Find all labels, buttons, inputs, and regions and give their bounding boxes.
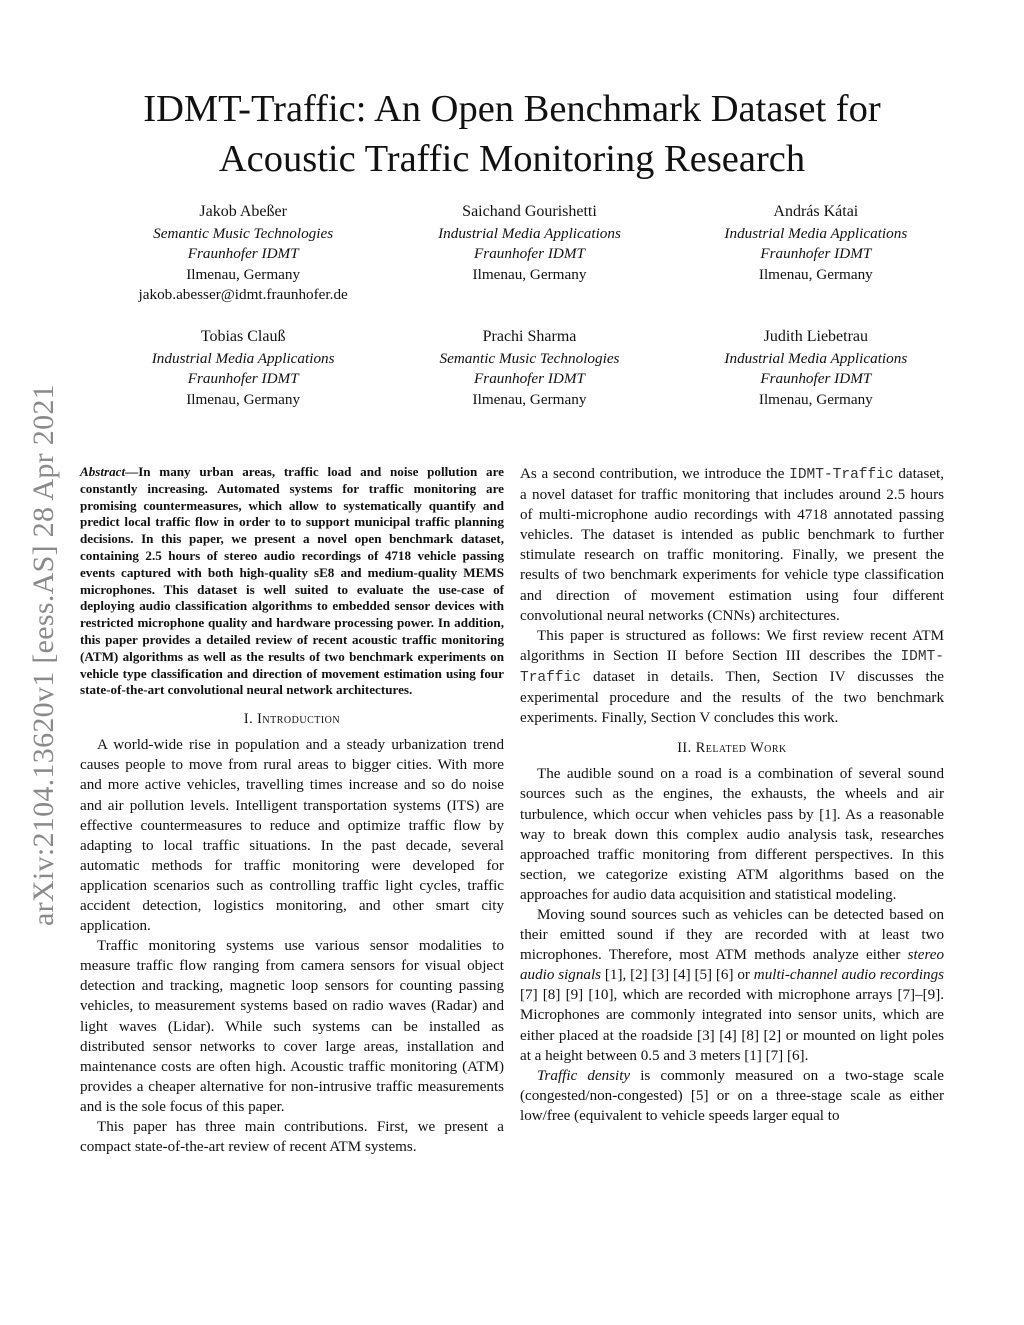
text-span: This paper is structured as follows: We first review recent ATM algorithms in Section II before Section III describes the xyxy=(520,627,944,664)
title-line-1: IDMT-Traffic: An Open Benchmark Dataset for xyxy=(143,88,881,130)
author-org: Fraunhofer IDMT xyxy=(187,370,299,388)
related-paragraph-1: The audible sound on a road is a combination of several sound sources such as the engines, the exhausts, the wheels and air turbulence, which occur when vehicles pass by [1]. As a reasonable way to break down this complex audio analysis task, researches approached traffic monitoring from different perspectives. In this section, we categorize existing ATM algorithms based on the approaches for audio data acquisition and statistical modeling. xyxy=(520,766,944,903)
abstract-text: —In many urban areas, traffic load and noise pollution are constantly increasing. Automated systems for traffic monitoring are promising countermeasures, which allow to systematically quantify and predict local traffic flow in order to to support municipal traffic planning decisions. In this paper, we present a novel open benchmark dataset, containing 2.5 hours of stereo audio recordings of 4718 vehicle passing events captured with both high-quality sE8 and medium-quality MEMS microphones. This dataset is well suited to evaluate the use-case of deploying audio classification algorithms to embedded sensor devices with restricted microphone quality and hardware processing power. In addition, this paper provides a detailed review of recent acoustic traffic monitoring (ATM) algorithms as well as the results of two benchmark experiments on vehicle type classification and direction of movement estimation using four state-of-the-art convolutional neural network architectures. xyxy=(80,464,504,698)
structure-paragraph xyxy=(520,626,944,728)
emphasis: stereo audio signals xyxy=(520,947,944,984)
text-span: [7] [8] [9] [10], which are recorded with microphone arrays [7]–[9]. Microphones are commonly integrated into sensor units, which are either placed at the roadside [3] [4] [8] [2] or mounted on light poles at a height between 0.5 and 3 meters [1] [7] [6]. xyxy=(520,987,944,1064)
intro-paragraph-3: This paper has three main contributions. First, we present a compact state-of-the-art review of recent ATM systems. xyxy=(80,1119,504,1156)
abstract xyxy=(80,464,504,699)
text-span: [1], [2] [3] [4] [5] [6] or xyxy=(601,967,754,984)
text-span: dataset, a novel dataset for traffic monitoring that includes around 2.5 hours of multi-microphone audio recordings with 4718 annotated passing vehicles. The dataset is intended as public benchmark to further stimulate research on traffic monitoring. Finally, we present the results of two benchmark experiments for vehicle type classification and direction of movement estimation using four different convolutional neural networks (CNNs) architectures. xyxy=(520,466,944,624)
author-location: Ilmenau, Germany xyxy=(758,265,873,283)
author-name: Saichand Gourishetti xyxy=(462,203,597,220)
author-org: Fraunhofer IDMT xyxy=(760,370,872,388)
section-title-introduction: I. Introduction xyxy=(243,711,341,728)
author-name: Jakob Abeßer xyxy=(199,203,287,220)
author-block xyxy=(100,202,386,306)
author-dept: Semantic Music Technologies xyxy=(153,224,334,242)
contribution-paragraph xyxy=(520,464,944,626)
related-paragraph-2 xyxy=(520,905,944,1066)
dataset-name: IDMT-Traffic xyxy=(520,648,944,686)
text-span: As a second contribution, we introduce the xyxy=(520,466,790,482)
left-column xyxy=(80,464,504,1157)
author-location: Ilmenau, Germany xyxy=(472,390,587,408)
intro-paragraph-1: A world-wide rise in population and a steady urbanization trend causes people to move from rural areas to bigger cities. With more and more active vehicles, travelling times increase and so do noise and air pollution levels. Intelligent transportation systems (ITS) are effective countermeasures to reduce and optimize traffic flow by adapting to local traffic situations. In the past decade, several automatic methods for traffic monitoring were developed for application scenarios such as controlling traffic light cycles, traffic accident detection, logistics monitoring, and other smart city application. xyxy=(80,737,504,935)
author-block xyxy=(673,202,959,306)
author-row-2 xyxy=(100,327,959,410)
author-location: Ilmenau, Germany xyxy=(758,390,873,408)
author-org: Fraunhofer IDMT xyxy=(187,245,299,263)
related-paragraph-3 xyxy=(520,1066,944,1126)
arxiv-identifier: arXiv:2104.13620v1 [eess.AS] 28 Apr 2021 xyxy=(27,384,60,926)
author-org: Fraunhofer IDMT xyxy=(474,370,585,388)
section-title-related-work: II. Related Work xyxy=(677,740,787,757)
author-name: Judith Liebetrau xyxy=(763,328,869,345)
author-row-1 xyxy=(100,202,959,306)
text-span: is commonly measured on a two-stage scale (congested/non-congested) [5] or on a three-stage scale as either low/free (equivalent to vehicle speeds larger equal to xyxy=(520,1067,944,1124)
author-block xyxy=(673,327,959,410)
emphasis: multi-channel audio recordings xyxy=(753,967,944,984)
author-dept: Industrial Media Applications xyxy=(151,349,335,367)
author-name: András Kátai xyxy=(773,203,859,220)
author-org: Fraunhofer IDMT xyxy=(474,245,585,263)
author-email[interactable]: jakob.abesser@idmt.fraunhofer.de xyxy=(138,286,348,304)
author-block xyxy=(386,327,672,410)
author-name: Prachi Sharma xyxy=(482,328,577,345)
abstract-lead: Abstract xyxy=(80,464,126,479)
text-span: Moving sound sources such as vehicles can be detected based on their emitted sound if they are recorded with at least two microphones. Therefore, most ATM methods analyze either xyxy=(520,906,944,964)
arxiv-stamp xyxy=(0,0,60,926)
paper-title xyxy=(60,84,964,184)
text-span: dataset in details. Then, Section IV discusses the experimental procedure and the results of the two benchmark experiments. Finally, Section V concludes this work. xyxy=(520,668,944,727)
author-dept: Industrial Media Applications xyxy=(724,224,908,242)
title-line-2: Acoustic Traffic Monitoring Research xyxy=(218,138,806,180)
author-org: Fraunhofer IDMT xyxy=(760,245,872,263)
intro-paragraph-2: Traffic monitoring systems use various sensor modalities to measure traffic flow ranging from camera sensors for visual object detection and tracking, magnetic loop sensors for counting passing vehicles, to measurement systems based on radio waves (Radar) and light waves (Lidar). While such systems can be installed as distributed sensor networks to cover large areas, installation and maintenance costs are often high. Acoustic traffic monitoring (ATM) provides a cheaper alternative for non-intrusive traffic measurements and is the sole focus of this paper. xyxy=(80,938,504,1115)
emphasis: Traffic density xyxy=(537,1067,631,1084)
author-location: Ilmenau, Germany xyxy=(186,265,301,283)
dataset-name: IDMT-Traffic xyxy=(789,467,894,483)
author-location: Ilmenau, Germany xyxy=(472,265,587,283)
author-name: Tobias Clauß xyxy=(200,328,286,345)
author-dept: Industrial Media Applications xyxy=(724,349,908,367)
author-dept: Semantic Music Technologies xyxy=(439,349,620,367)
right-column xyxy=(520,464,944,1126)
author-block xyxy=(386,202,672,306)
author-dept: Industrial Media Applications xyxy=(438,224,621,242)
author-block xyxy=(100,327,386,410)
author-location: Ilmenau, Germany xyxy=(186,390,301,408)
